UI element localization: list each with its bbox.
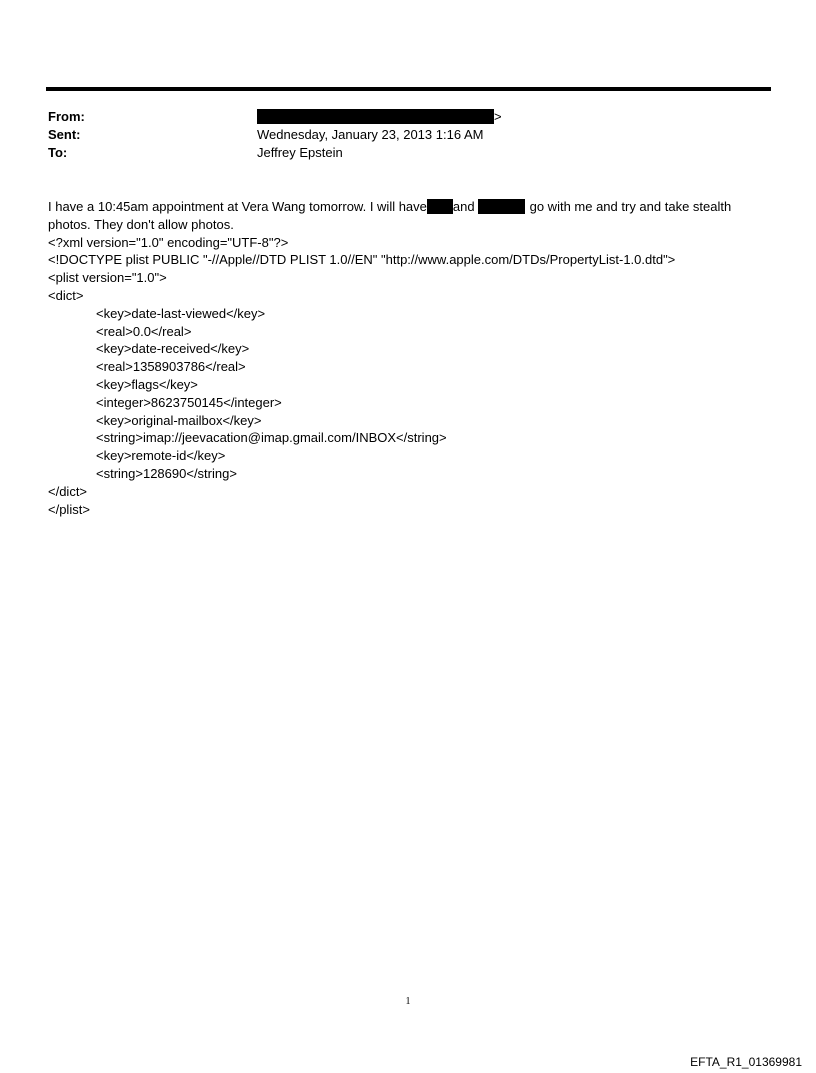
to-label: To: [48, 145, 68, 160]
code-line: <dict> [48, 287, 84, 303]
to-value: Jeffrey Epstein [257, 145, 343, 160]
redaction-bar [478, 199, 525, 214]
code-line: <key>original-mailbox</key> [96, 412, 262, 428]
page-number: 1 [405, 996, 411, 1007]
bates-number: EFTA_R1_01369981 [690, 1055, 802, 1069]
code-line: </plist> [48, 501, 90, 517]
email-body [48, 198, 778, 518]
code-line: <!DOCTYPE plist PUBLIC "-//Apple//DTD PLIST 1.0//EN" "http://www.apple.com/DTDs/PropertyList-1.0.dtd"> [48, 252, 676, 268]
code-line: <key>date-received</key> [96, 341, 250, 357]
code-line: <string>128690</string> [96, 465, 237, 481]
code-line: <string>imap://jeevacation@imap.gmail.com/INBOX</string> [96, 430, 447, 446]
code-line: <key>date-last-viewed</key> [96, 305, 266, 321]
code-line: <integer>8623750145</integer> [96, 394, 282, 410]
redaction-bar [257, 109, 494, 124]
header-rule [46, 87, 771, 91]
body-text-1a: I have a 10:45am appointment at Vera Wang tomorrow. I will have [48, 199, 427, 214]
sent-value: Wednesday, January 23, 2013 1:16 AM [257, 127, 484, 142]
code-line: <real>1358903786</real> [96, 359, 246, 375]
body-line: photos. They don't allow photos. [48, 216, 234, 232]
code-line: </dict> [48, 483, 88, 499]
code-line: <key>remote-id</key> [96, 448, 226, 464]
body-text-1b: and [452, 199, 475, 214]
body-text-1c: go with me and try and take stealth [529, 199, 732, 214]
from-label: From: [48, 109, 85, 124]
sent-label: Sent: [48, 127, 81, 142]
code-line: <?xml version="1.0" encoding="UTF-8"?> [48, 234, 289, 250]
code-line: <plist version="1.0"> [48, 270, 167, 286]
redaction-bar [427, 199, 453, 214]
code-line: <key>flags</key> [96, 376, 198, 392]
code-line: <real>0.0</real> [96, 323, 192, 339]
body-line [48, 198, 778, 216]
from-suffix: > [494, 109, 502, 124]
from-value [257, 108, 502, 125]
